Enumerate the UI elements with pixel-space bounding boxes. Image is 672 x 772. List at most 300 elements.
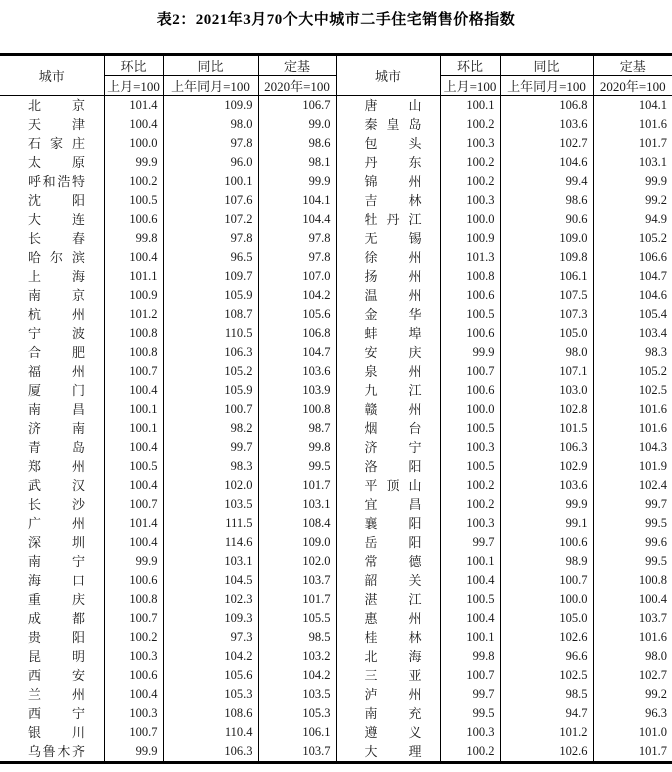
yoy-value: 104.6 [500,153,593,172]
city-cell-right [336,704,440,723]
mom-value: 100.7 [104,723,163,742]
mom-value: 100.5 [440,590,500,609]
header-fixed-base-right: 2020年=100 [593,76,672,96]
yoy-value: 100.7 [500,571,593,590]
table-row [0,286,672,305]
yoy-value: 111.5 [163,514,258,533]
city-cell-right [336,457,440,476]
yoy-value: 102.7 [500,134,593,153]
city-cell-left [0,742,104,763]
mom-value: 99.7 [440,685,500,704]
yoy-value: 102.6 [500,628,593,647]
fixed-base-value: 96.3 [593,704,672,723]
city-name: 哈 尔 滨 [28,250,85,265]
city-name: 济 宁 [364,440,422,455]
city-name: 福 州 [28,364,85,379]
city-cell-left [0,381,104,400]
table-header [0,55,672,96]
city-name: 贵 阳 [28,630,85,645]
yoy-value: 114.6 [163,533,258,552]
yoy-value: 96.0 [163,153,258,172]
city-cell-right [336,742,440,763]
city-cell-left [0,305,104,324]
mom-value: 100.2 [440,476,500,495]
fixed-base-value: 105.6 [258,305,336,324]
city-name: 济 南 [28,421,85,436]
yoy-value: 98.2 [163,419,258,438]
yoy-value: 99.1 [500,514,593,533]
mom-value: 100.4 [104,115,163,134]
city-cell-right [336,248,440,267]
mom-value: 100.1 [440,552,500,571]
city-name: 北 京 [28,98,85,113]
city-cell-right [336,400,440,419]
yoy-value: 107.3 [500,305,593,324]
fixed-base-value: 109.0 [258,533,336,552]
city-name: 惠 州 [364,611,422,626]
yoy-value: 105.0 [500,609,593,628]
mom-value: 100.4 [104,381,163,400]
mom-value: 100.4 [104,533,163,552]
mom-value: 100.3 [104,704,163,723]
city-cell-right [336,438,440,457]
city-cell-left [0,533,104,552]
city-cell-left [0,457,104,476]
fixed-base-value: 99.9 [593,172,672,191]
city-name: 包 头 [364,136,422,151]
city-cell-right [336,647,440,666]
table-row [0,210,672,229]
header-mom-base-right: 上月=100 [440,76,500,96]
city-cell-right [336,305,440,324]
city-cell-left [0,495,104,514]
table-row [0,134,672,153]
city-name: 吉 林 [364,193,422,208]
city-cell-left [0,229,104,248]
yoy-value: 109.9 [163,96,258,116]
city-name: 南 宁 [28,554,85,569]
city-name: 九 江 [364,383,422,398]
city-name: 遵 义 [364,725,422,740]
fixed-base-value: 105.3 [258,704,336,723]
mom-value: 99.8 [104,229,163,248]
table-row [0,115,672,134]
fixed-base-value: 99.0 [258,115,336,134]
fixed-base-value: 103.7 [593,609,672,628]
city-name: 兰 州 [28,687,85,702]
mom-value: 100.0 [104,134,163,153]
city-name: 长 沙 [28,497,85,512]
yoy-value: 96.5 [163,248,258,267]
city-cell-right [336,96,440,116]
fixed-base-value: 102.5 [593,381,672,400]
fixed-base-value: 98.6 [258,134,336,153]
mom-value: 100.3 [440,514,500,533]
fixed-base-value: 102.4 [593,476,672,495]
city-cell-right [336,495,440,514]
city-cell-right [336,362,440,381]
mom-value: 100.6 [440,324,500,343]
header-fixed-left: 定基 [258,55,336,76]
city-cell-right [336,609,440,628]
fixed-base-value: 98.0 [593,647,672,666]
mom-value: 100.9 [440,229,500,248]
fixed-base-value: 104.7 [593,267,672,286]
city-cell-left [0,552,104,571]
yoy-value: 90.6 [500,210,593,229]
city-name: 太 原 [28,155,85,170]
city-cell-left [0,362,104,381]
city-name: 赣 州 [364,402,422,417]
yoy-value: 103.6 [500,476,593,495]
fixed-base-value: 100.8 [258,400,336,419]
fixed-base-value: 103.7 [258,571,336,590]
fixed-base-value: 105.2 [593,229,672,248]
table-row [0,381,672,400]
yoy-value: 98.0 [500,343,593,362]
yoy-value: 105.0 [500,324,593,343]
yoy-value: 104.2 [163,647,258,666]
table-row [0,552,672,571]
yoy-value: 109.0 [500,229,593,248]
city-name: 蚌 埠 [364,326,422,341]
table-row [0,590,672,609]
mom-value: 100.4 [440,571,500,590]
city-cell-left [0,685,104,704]
city-cell-left [0,248,104,267]
mom-value: 100.5 [440,305,500,324]
city-name: 南 昌 [28,402,85,417]
mom-value: 100.0 [440,400,500,419]
mom-value: 100.1 [104,400,163,419]
city-cell-right [336,324,440,343]
city-cell-left [0,419,104,438]
city-name: 湛 江 [364,592,422,607]
yoy-value: 102.9 [500,457,593,476]
yoy-value: 107.1 [500,362,593,381]
city-cell-left [0,96,104,116]
mom-value: 100.7 [104,609,163,628]
city-cell-left [0,476,104,495]
table-row [0,742,672,763]
mom-value: 101.1 [104,267,163,286]
fixed-base-value: 103.4 [593,324,672,343]
table-row [0,172,672,191]
city-name: 深 圳 [28,535,85,550]
fixed-base-value: 103.1 [258,495,336,514]
table-row [0,362,672,381]
fixed-base-value: 103.2 [258,647,336,666]
yoy-value: 101.5 [500,419,593,438]
fixed-base-value: 105.4 [593,305,672,324]
city-name: 合 肥 [28,345,85,360]
fixed-base-value: 94.9 [593,210,672,229]
mom-value: 101.4 [104,96,163,116]
city-cell-right [336,476,440,495]
mom-value: 100.7 [104,495,163,514]
city-name: 呼 和 浩 特 [28,174,85,189]
fixed-base-value: 97.8 [258,229,336,248]
mom-value: 100.8 [440,267,500,286]
fixed-base-value: 100.4 [593,590,672,609]
yoy-value: 102.0 [163,476,258,495]
fixed-base-value: 98.7 [258,419,336,438]
yoy-value: 104.5 [163,571,258,590]
mom-value: 100.3 [440,438,500,457]
fixed-base-value: 101.6 [593,115,672,134]
fixed-base-value: 105.2 [593,362,672,381]
yoy-value: 105.9 [163,381,258,400]
city-name: 无 锡 [364,231,422,246]
mom-value: 100.3 [440,723,500,742]
city-cell-left [0,590,104,609]
city-name: 丹 东 [364,155,422,170]
yoy-value: 103.6 [500,115,593,134]
city-name: 洛 阳 [364,459,422,474]
mom-value: 100.5 [440,419,500,438]
city-name: 徐 州 [364,250,422,265]
mom-value: 100.4 [104,685,163,704]
header-yoy-base-left: 上年同月=100 [163,76,258,96]
city-cell-right [336,210,440,229]
table-row [0,723,672,742]
yoy-value: 106.3 [163,742,258,763]
city-cell-left [0,571,104,590]
yoy-value: 109.7 [163,267,258,286]
fixed-base-value: 99.5 [593,514,672,533]
city-name: 平 顶 山 [364,478,422,493]
mom-value: 100.5 [104,457,163,476]
city-cell-right [336,153,440,172]
city-cell-left [0,153,104,172]
city-cell-left [0,628,104,647]
mom-value: 100.9 [104,286,163,305]
mom-value: 100.6 [104,666,163,685]
city-name: 沈 阳 [28,193,85,208]
city-name: 青 岛 [28,440,85,455]
fixed-base-value: 101.7 [258,476,336,495]
fixed-base-value: 102.0 [258,552,336,571]
city-name: 锦 州 [364,174,422,189]
mom-value: 100.4 [104,476,163,495]
city-cell-right [336,172,440,191]
header-yoy-base-right: 上年同月=100 [500,76,593,96]
yoy-value: 110.5 [163,324,258,343]
city-cell-left [0,115,104,134]
header-fixed-right: 定基 [593,55,672,76]
city-name: 唐 山 [364,98,422,113]
yoy-value: 96.6 [500,647,593,666]
mom-value: 100.7 [440,362,500,381]
city-name: 北 海 [364,649,422,664]
fixed-base-value: 104.7 [258,343,336,362]
city-cell-left [0,704,104,723]
city-cell-right [336,666,440,685]
city-cell-left [0,267,104,286]
city-name: 海 口 [28,573,85,588]
yoy-value: 109.3 [163,609,258,628]
table-row [0,476,672,495]
city-name: 温 州 [364,288,422,303]
yoy-value: 106.8 [500,96,593,116]
city-name: 大 理 [364,744,422,759]
fixed-base-value: 105.5 [258,609,336,628]
city-cell-right [336,229,440,248]
mom-value: 100.2 [440,115,500,134]
yoy-value: 108.6 [163,704,258,723]
mom-value: 100.8 [104,590,163,609]
fixed-base-value: 98.3 [593,343,672,362]
yoy-value: 98.6 [500,191,593,210]
city-name: 韶 关 [364,573,422,588]
fixed-base-value: 101.6 [593,419,672,438]
yoy-value: 106.3 [500,438,593,457]
city-name: 武 汉 [28,478,85,493]
table-row [0,96,672,116]
city-cell-right [336,514,440,533]
fixed-base-value: 107.0 [258,267,336,286]
city-name: 石 家 庄 [28,136,85,151]
yoy-value: 99.9 [500,495,593,514]
fixed-base-value: 106.7 [258,96,336,116]
yoy-value: 107.5 [500,286,593,305]
mom-value: 100.7 [104,362,163,381]
city-name: 三 亚 [364,668,422,683]
city-cell-left [0,438,104,457]
city-cell-right [336,134,440,153]
city-name: 岳 阳 [364,535,422,550]
mom-value: 99.9 [440,343,500,362]
city-name: 成 都 [28,611,85,626]
table-title: 表2：2021年3月70个大中城市二手住宅销售价格指数 [156,12,516,28]
yoy-value: 100.0 [500,590,593,609]
fixed-base-value: 99.9 [258,172,336,191]
table-row [0,609,672,628]
table-row [0,248,672,267]
fixed-base-value: 103.9 [258,381,336,400]
mom-value: 100.6 [104,210,163,229]
table-row [0,571,672,590]
yoy-value: 100.1 [163,172,258,191]
mom-value: 100.2 [440,172,500,191]
fixed-base-value: 104.3 [593,438,672,457]
table-row [0,533,672,552]
yoy-value: 102.5 [500,666,593,685]
city-cell-left [0,647,104,666]
city-cell-left [0,172,104,191]
table-row [0,191,672,210]
city-name: 安 庆 [364,345,422,360]
yoy-value: 102.8 [500,400,593,419]
yoy-value: 106.1 [500,267,593,286]
fixed-base-value: 98.1 [258,153,336,172]
city-cell-right [336,723,440,742]
header-mom-right: 环比 [440,55,500,76]
fixed-base-value: 99.7 [593,495,672,514]
fixed-base-value: 99.5 [258,457,336,476]
yoy-value: 103.0 [500,381,593,400]
city-cell-left [0,609,104,628]
table-container [0,53,672,764]
mom-value: 99.7 [440,533,500,552]
city-name: 襄 阳 [364,516,422,531]
city-name: 南 京 [28,288,85,303]
header-mom-base-left: 上月=100 [104,76,163,96]
city-name: 昆 明 [28,649,85,664]
yoy-value: 110.4 [163,723,258,742]
mom-value: 99.9 [104,552,163,571]
mom-value: 100.1 [440,96,500,116]
yoy-value: 99.7 [163,438,258,457]
price-index-table [0,53,672,764]
yoy-value: 97.8 [163,134,258,153]
city-cell-left [0,723,104,742]
city-name: 长 春 [28,231,85,246]
city-name: 大 连 [28,212,85,227]
table-row [0,514,672,533]
mom-value: 100.2 [104,172,163,191]
table-row [0,343,672,362]
yoy-value: 106.3 [163,343,258,362]
fixed-base-value: 103.1 [593,153,672,172]
mom-value: 100.2 [440,495,500,514]
mom-value: 100.2 [440,153,500,172]
fixed-base-value: 99.2 [593,685,672,704]
city-name: 南 充 [364,706,422,721]
mom-value: 100.2 [440,742,500,763]
city-cell-left [0,343,104,362]
table-row [0,628,672,647]
header-city-right: 城市 [336,55,440,96]
fixed-base-value: 104.1 [258,191,336,210]
city-name: 宁 波 [28,326,85,341]
fixed-base-value: 101.0 [593,723,672,742]
city-name: 西 宁 [28,706,85,721]
mom-value: 100.4 [440,609,500,628]
table-row [0,495,672,514]
city-name: 银 川 [28,725,85,740]
city-name: 天 津 [28,117,85,132]
mom-value: 100.6 [440,381,500,400]
table-row [0,400,672,419]
city-name: 重 庆 [28,592,85,607]
table-row [0,324,672,343]
city-cell-right [336,343,440,362]
fixed-base-value: 104.2 [258,666,336,685]
fixed-base-value: 106.8 [258,324,336,343]
yoy-value: 102.3 [163,590,258,609]
city-name: 金 华 [364,307,422,322]
mom-value: 100.1 [104,419,163,438]
city-cell-left [0,134,104,153]
city-name: 烟 台 [364,421,422,436]
city-cell-right [336,191,440,210]
city-cell-right [336,552,440,571]
city-name: 上 海 [28,269,85,284]
yoy-value: 101.2 [500,723,593,742]
yoy-value: 103.5 [163,495,258,514]
fixed-base-value: 98.5 [258,628,336,647]
table-row [0,153,672,172]
yoy-value: 98.0 [163,115,258,134]
mom-value: 99.8 [440,647,500,666]
city-name: 宜 昌 [364,497,422,512]
fixed-base-value: 101.7 [258,590,336,609]
mom-value: 100.6 [104,571,163,590]
city-cell-left [0,514,104,533]
mom-value: 100.4 [104,248,163,267]
fixed-base-value: 104.2 [258,286,336,305]
